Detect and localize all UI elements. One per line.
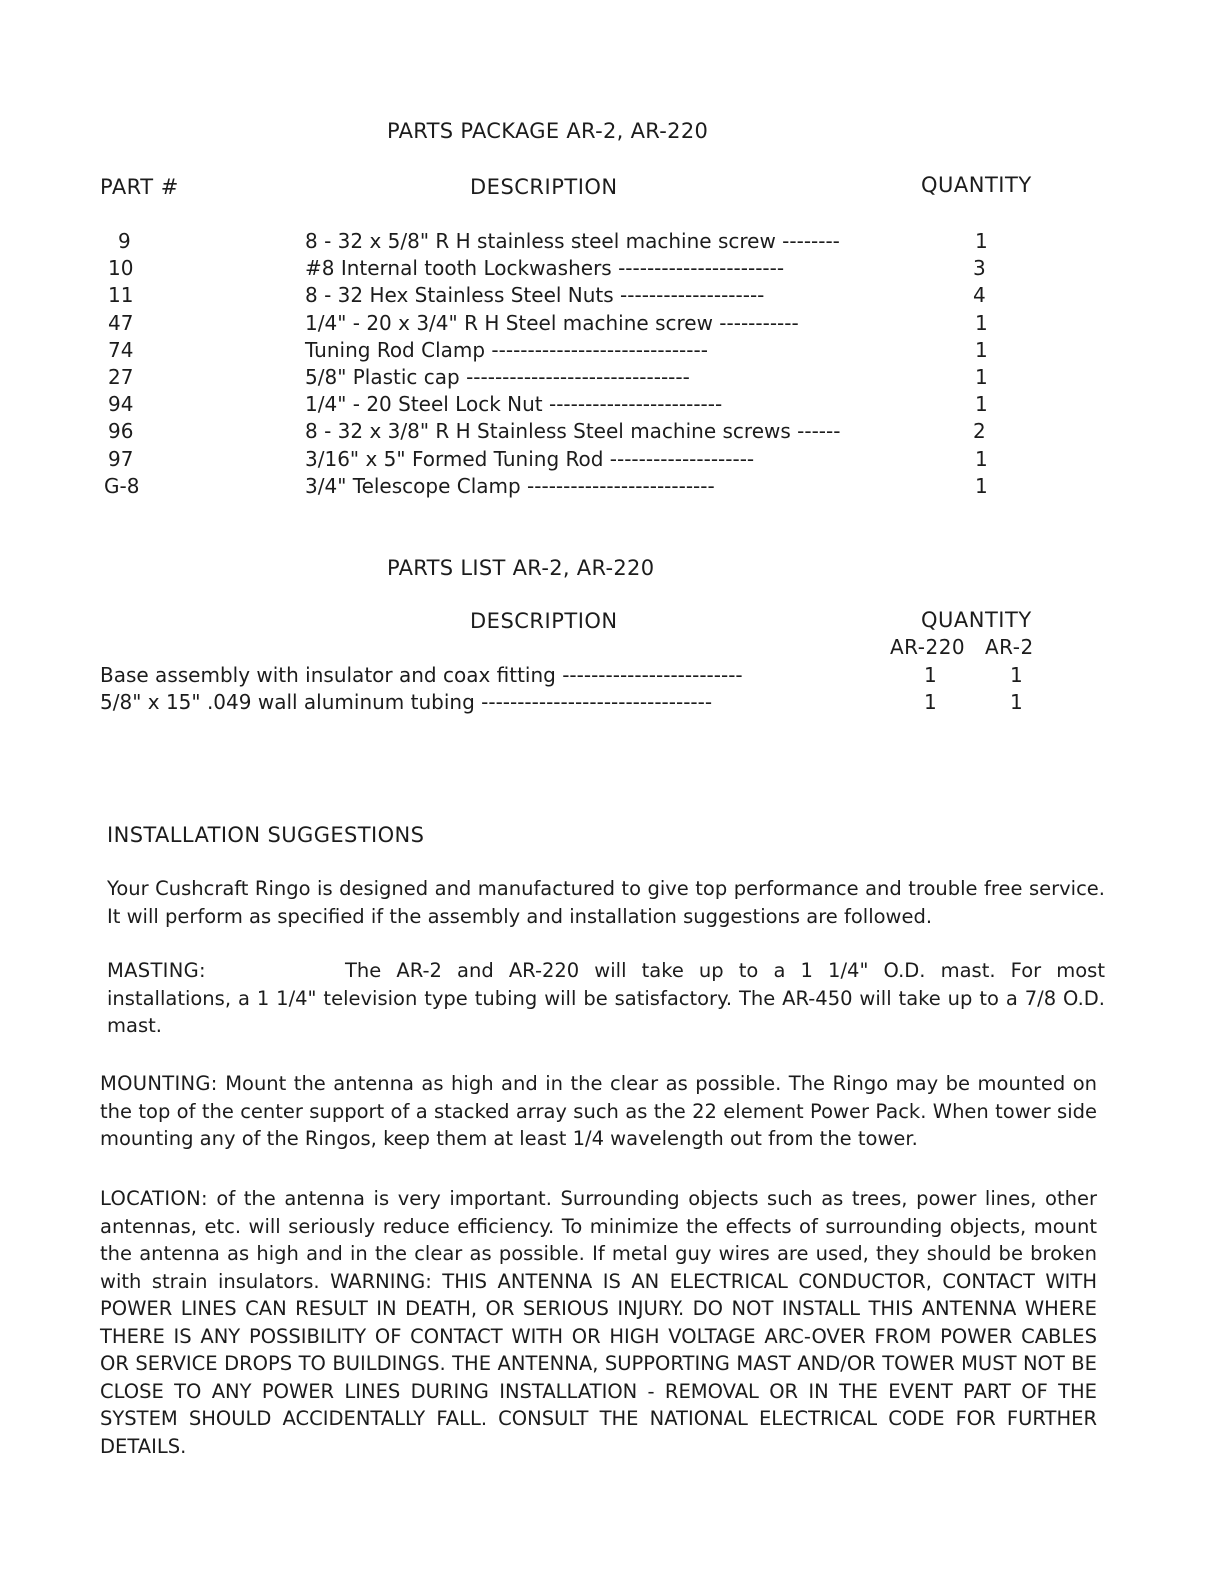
parts-package-table: [0, 228, 1224, 500]
table-row: [0, 391, 1224, 418]
table-row: [0, 337, 1224, 364]
masting-paragraph: [107, 957, 1105, 1040]
mounting-paragraph: [100, 1070, 1097, 1153]
masting-label: MASTING:: [107, 959, 206, 982]
warning-text: WARNING: THIS ANTENNA IS AN ELECTRICAL CONDUCTOR, CONTACT WITH POWER LINES CAN RESULT IN DEATH, OR SERIOUS INJURY. DO NOT INSTALL THIS ANTENNA WHERE THERE IS ANY POSSIBILITY OF CONTACT WITH OR HIGH VOLTAGE ARC-OVER FROM POWER CABLES OR SERVICE DROPS TO BUILDINGS. THE ANTENNA, SUPPORTING MAST AND/OR TOWER MUST NOT BE CLOSE TO ANY POWER LINES DURING INSTALLATION - REMOVAL OR IN THE EVENT PART OF THE SYSTEM SHOULD ACCIDENTALLY FALL. CONSULT THE NATIONAL ELECTRICAL CODE FOR FURTHER DETAILS.: [100, 1269, 1097, 1458]
part-description: 3/16" x 5" Formed Tuning Rod --------------------: [305, 446, 755, 471]
parts-package-title: PARTS PACKAGE AR-2, AR-220: [387, 119, 709, 143]
part-description: 1/4" - 20 x 3/4" R H Steel machine screw -----------: [305, 310, 799, 335]
table-row: [0, 310, 1224, 337]
part-number: 27: [108, 364, 134, 389]
part-quantity: 1: [975, 364, 988, 389]
part-quantity: 4: [973, 283, 986, 308]
table-row: [0, 473, 1224, 500]
part-quantity: 1: [975, 392, 988, 417]
part-description: 5/8" Plastic cap -------------------------------: [305, 364, 690, 389]
col-ar2-header: AR-2: [985, 635, 1034, 659]
part-quantity: 1: [975, 446, 988, 471]
part-quantity: 1: [975, 337, 988, 362]
table-row: [0, 364, 1224, 391]
table-row: [0, 689, 1224, 716]
table-row: [0, 446, 1224, 473]
part-number: 94: [108, 392, 134, 417]
qty-ar2: 1: [1010, 690, 1023, 715]
description-header: DESCRIPTION: [470, 175, 618, 199]
table-row: [0, 282, 1224, 309]
part-quantity: 2: [973, 419, 986, 444]
list-quantity-header: QUANTITY: [921, 608, 1032, 632]
list-description: 5/8" x 15" .049 wall aluminum tubing --------------------------------: [100, 690, 713, 715]
part-number: 74: [108, 337, 134, 362]
part-description: 1/4" - 20 Steel Lock Nut ------------------------: [305, 392, 723, 417]
part-number: 96: [108, 419, 134, 444]
part-description: 8 - 32 x 5/8" R H stainless steel machine screw --------: [305, 229, 840, 253]
table-row: [0, 228, 1224, 255]
mounting-label: MOUNTING:: [100, 1072, 218, 1095]
intro-paragraph: [107, 875, 1105, 930]
quantity-header: QUANTITY: [921, 173, 1032, 197]
part-number-header: PART #: [100, 175, 179, 199]
qty-ar220: 1: [924, 663, 937, 687]
list-description: Base assembly with insulator and coax fitting -------------------------: [100, 663, 743, 687]
col-ar220-header: AR-220: [890, 635, 966, 659]
part-quantity: 1: [975, 229, 988, 253]
part-quantity: 3: [973, 256, 986, 281]
part-description: Tuning Rod Clamp ------------------------------: [305, 337, 708, 362]
parts-list-title: PARTS LIST AR-2, AR-220: [387, 556, 655, 580]
list-description-header: DESCRIPTION: [470, 609, 618, 633]
qty-ar2: 1: [1010, 663, 1023, 687]
location-label: LOCATION:: [100, 1187, 208, 1210]
masting-text: The AR-2 and AR-220 will take up to a 1 1/4" O.D. mast. For most installations, a 1 1/4" television type tubing will be satisfactory. The AR-450 will take up to a 7/8 O.D. mast.: [107, 959, 1105, 1037]
location-paragraph: [100, 1185, 1097, 1460]
part-description: 8 - 32 Hex Stainless Steel Nuts --------------------: [305, 283, 765, 308]
qty-ar220: 1: [924, 690, 937, 715]
mounting-text: Mount the antenna as high and in the clear as possible. The Ringo may be mounted on the top of the center support of a stacked array such as the 22 element Power Pack. When tower side mounting any of the Ringos, keep them at least 1/4 wavelength out from the tower.: [100, 1072, 1098, 1150]
intro-text: Your Cushcraft Ringo is designed and manufactured to give top performance and trouble free service. It will perform as specified if the assembly and installation suggestions are followed.: [107, 877, 1105, 928]
part-description: 3/4" Telescope Clamp --------------------------: [305, 473, 715, 498]
installation-title: INSTALLATION SUGGESTIONS: [107, 823, 425, 847]
part-description: #8 Internal tooth Lockwashers -----------------------: [305, 256, 785, 281]
part-number: 10: [108, 256, 134, 281]
table-row: [0, 418, 1224, 445]
part-description: 8 - 32 x 3/8" R H Stainless Steel machine screws ------: [305, 419, 841, 444]
table-row: [0, 255, 1224, 282]
parts-list-table: [0, 662, 1224, 716]
location-text: of the antenna is very important. Surrounding objects such as trees, power lines, other antennas, etc. will seriously reduce efficiency. To minimize the effects of surrounding objects, mount the antenna as high and in the clear as possible. If metal guy wires are used, they should be broken with strain insulators.: [100, 1187, 1097, 1293]
part-number: 9: [118, 229, 131, 253]
table-row: [0, 662, 1224, 689]
part-quantity: 1: [975, 310, 988, 335]
part-number: G-8: [104, 473, 140, 498]
part-number: 47: [108, 310, 134, 335]
part-quantity: 1: [975, 473, 988, 498]
part-number: 11: [108, 283, 134, 308]
part-number: 97: [108, 446, 134, 471]
